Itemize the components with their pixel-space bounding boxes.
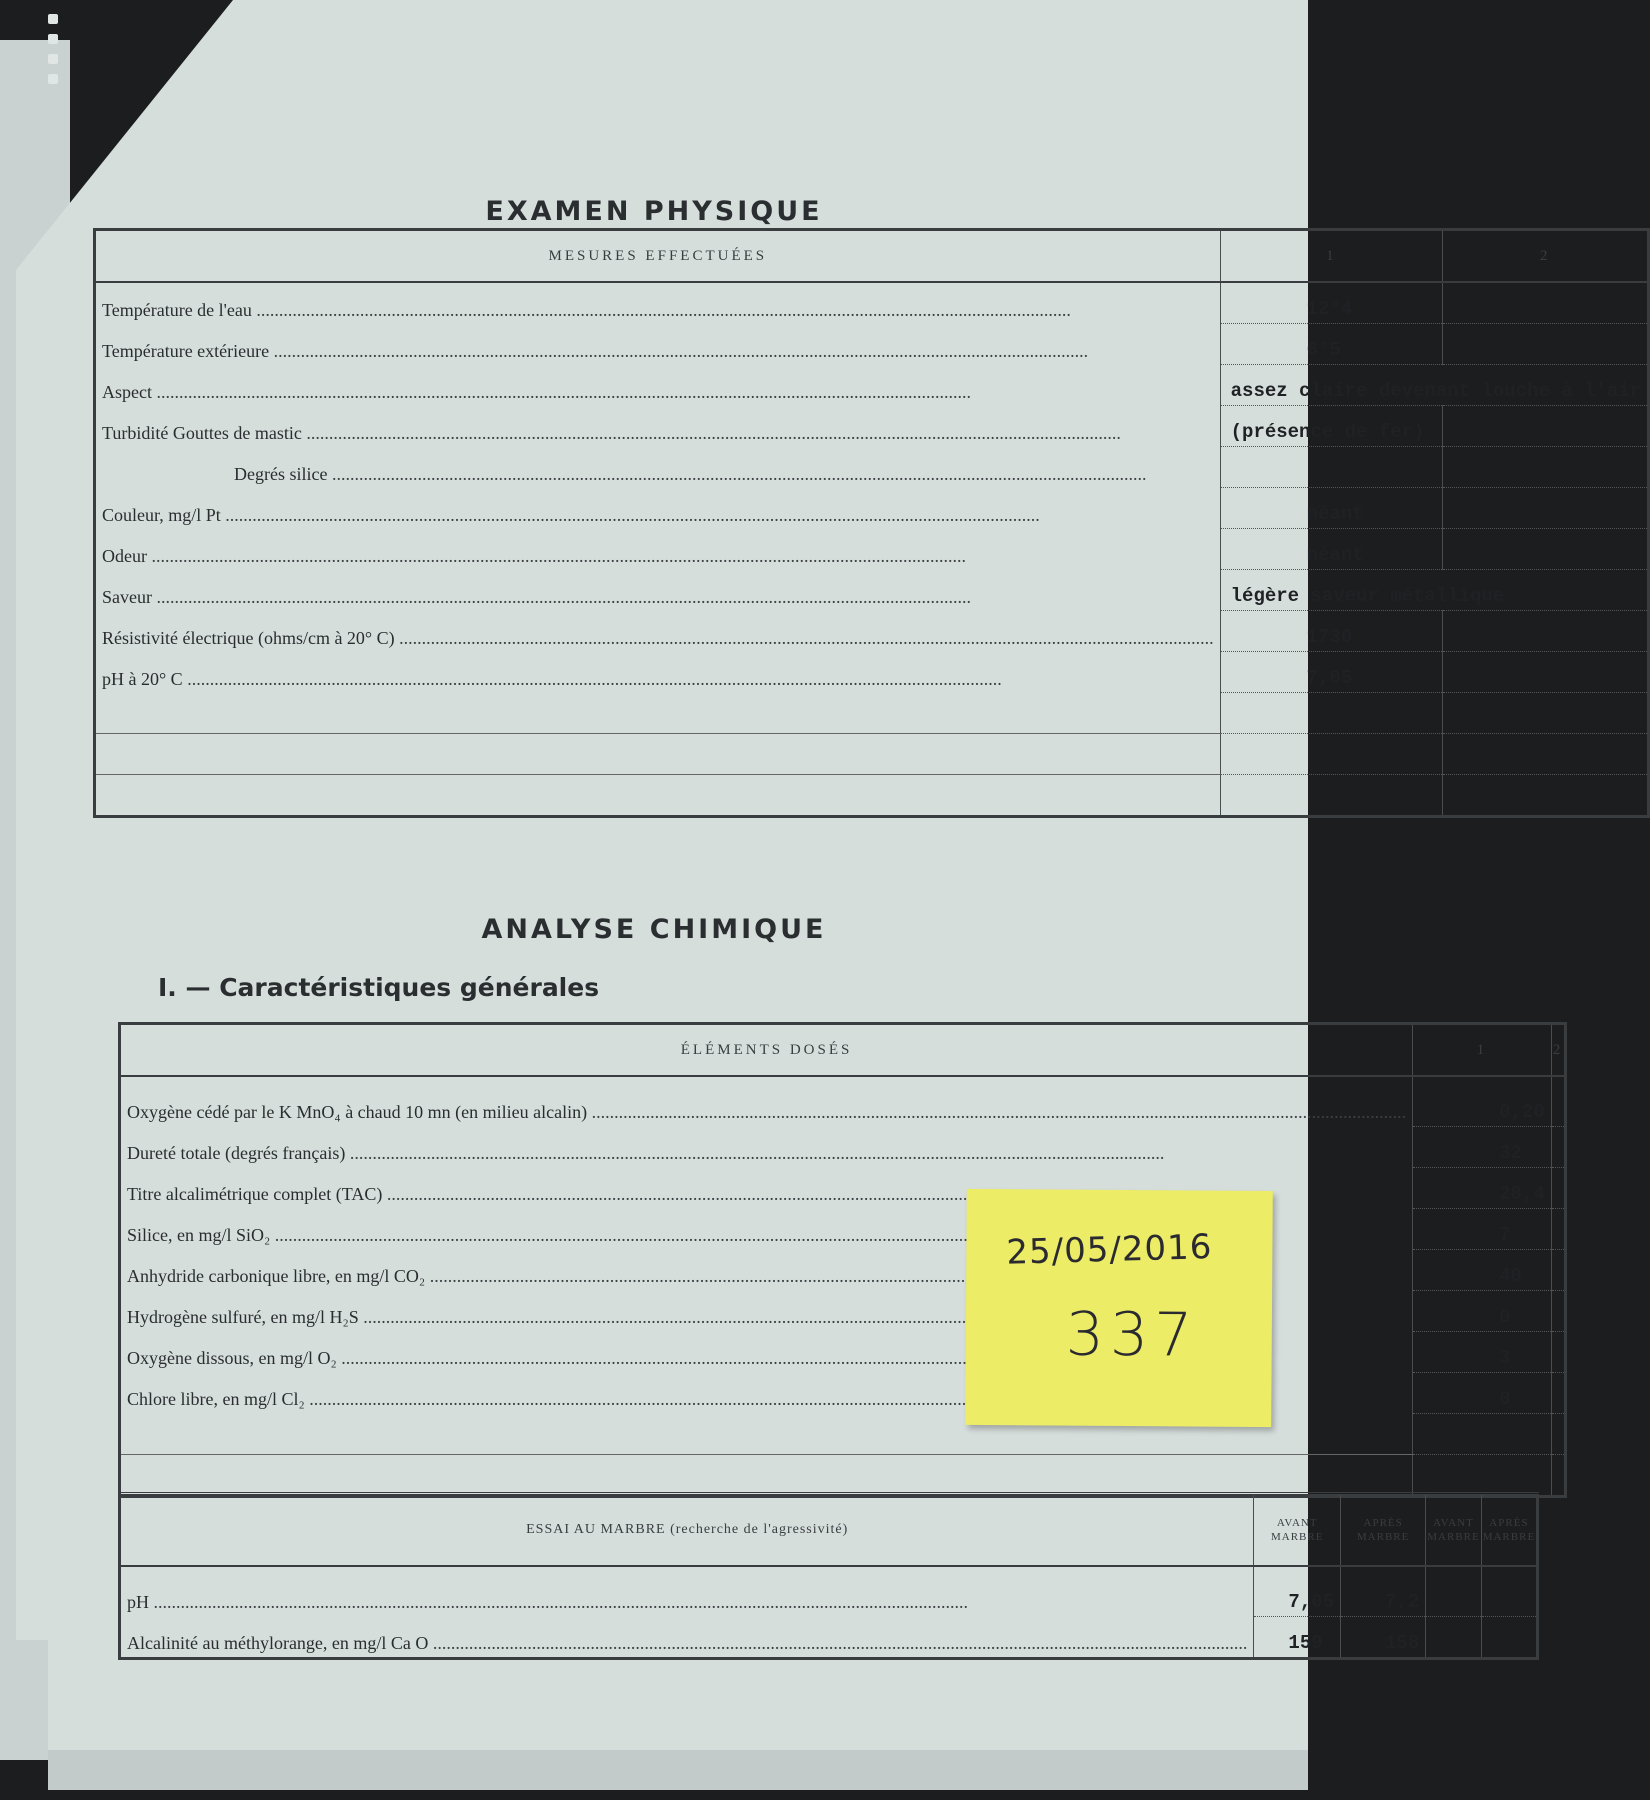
table-row: [120, 1566, 1538, 1616]
row-value-2: [1443, 652, 1649, 693]
table-row: [120, 1126, 1566, 1167]
row-value-1: 1730: [1220, 611, 1442, 652]
table-row-empty: [120, 1454, 1566, 1496]
header-apres-2: APRÈS MARBRE: [1481, 1494, 1537, 1567]
row-value-1: 7,05: [1220, 652, 1442, 693]
header-col2: 2: [1443, 230, 1649, 283]
sticky-note: [965, 1189, 1273, 1427]
header-avant-1: AVANT MARBRE: [1254, 1494, 1341, 1567]
table-row-empty: [120, 1413, 1566, 1454]
row-value-2: [1551, 1076, 1566, 1126]
row-value-2: [1551, 1372, 1566, 1413]
row-value-apres: 158: [1341, 1616, 1426, 1658]
row-value-1: 28,4: [1413, 1167, 1552, 1208]
table-row: [120, 1331, 1566, 1372]
table-row: [95, 529, 1649, 570]
row-value-1: néant: [1220, 488, 1442, 529]
sticky-note-date: 25/05/2016: [1005, 1227, 1213, 1273]
table-row: [95, 365, 1649, 406]
table-row: [120, 1249, 1566, 1290]
caracteristiques-table: [118, 1022, 1567, 1498]
row-value-1: 12°4: [1220, 282, 1442, 324]
header-apres-1: APRÈS MARBRE: [1341, 1494, 1426, 1567]
table-row: [95, 406, 1649, 447]
row-value-1: [1220, 447, 1442, 488]
row-value-1: 40: [1413, 1249, 1552, 1290]
table-row: [95, 324, 1649, 365]
row-label: Couleur, mg/l Pt .....: [102, 505, 1214, 526]
row-value-2: [1443, 282, 1649, 324]
row-label: Hydrogène sulfuré, en mg/l H₂S .....: [127, 1307, 1406, 1328]
row-label: Silice, en mg/l SiO₂ .....: [127, 1225, 1406, 1246]
table-row: [120, 1372, 1566, 1413]
table-row: [120, 1208, 1566, 1249]
header-col1: 1: [1220, 230, 1442, 283]
table-row: [95, 488, 1649, 529]
row-label: pH à 20° C .....: [102, 669, 1214, 690]
row-label: Anhydride carbonique libre, en mg/l CO₂ .....: [127, 1266, 1406, 1287]
row-value-1: légère saveur métallique: [1220, 570, 1648, 611]
table-row: [120, 1076, 1566, 1126]
row-value-2: [1551, 1331, 1566, 1372]
row-value-avant-2: [1426, 1566, 1481, 1616]
row-value-apres-2: [1481, 1616, 1537, 1658]
row-label: Odeur .....: [102, 546, 1214, 567]
row-value-1: 0,20: [1413, 1076, 1552, 1126]
row-value-1: 7: [1413, 1208, 1552, 1249]
row-value-avant: 7,05: [1254, 1566, 1341, 1616]
row-label: Saveur .....: [102, 587, 1214, 608]
sticky-note-number: 337: [1065, 1299, 1199, 1371]
row-value-apres-2: [1481, 1566, 1537, 1616]
row-value-1: 0: [1413, 1290, 1552, 1331]
row-label: Chlore libre, en mg/l Cl₂ .....: [127, 1389, 1406, 1410]
table-row: [95, 611, 1649, 652]
row-label: Aspect .....: [102, 382, 1214, 403]
row-label: Degrés silice .....: [102, 464, 1214, 485]
row-value-1: 32: [1413, 1126, 1552, 1167]
table-row-empty: [95, 734, 1649, 775]
table-row-empty: [95, 775, 1649, 817]
row-label: Titre alcalimétrique complet (TAC) .....: [127, 1184, 1406, 1205]
examen-physique-table: [93, 228, 1650, 818]
table-row: [120, 1290, 1566, 1331]
header-mesures: MESURES EFFECTUÉES: [95, 230, 1221, 283]
row-label: Turbidité Gouttes de mastic .....: [102, 423, 1214, 444]
row-value-2: [1551, 1167, 1566, 1208]
examen-physique-title: EXAMEN PHYSIQUE: [485, 196, 823, 227]
table-row: [120, 1167, 1566, 1208]
row-value-apres: 7,2: [1341, 1566, 1426, 1616]
header-elements: ÉLÉMENTS DOSÉS: [120, 1024, 1413, 1077]
row-value-1: assez claire devenant louche à l'air: [1220, 365, 1648, 406]
row-value-2: [1551, 1126, 1566, 1167]
table-row: [95, 447, 1649, 488]
row-value-2: [1443, 406, 1649, 447]
essai-marbre-table: [118, 1492, 1539, 1660]
header-essai: ESSAI AU MARBRE (recherche de l'agressivité): [120, 1494, 1254, 1567]
row-label: Alcalinité au méthylorange, en mg/l Ca O .....: [127, 1633, 1247, 1654]
row-label: Oxygène dissous, en mg/l O₂ .....: [127, 1348, 1406, 1369]
row-value-avant: 159: [1254, 1616, 1341, 1658]
row-value-2: [1443, 611, 1649, 652]
row-label: Résistivité électrique (ohms/cm à 20° C) .....: [102, 628, 1214, 649]
row-label: Température de l'eau .....: [102, 300, 1214, 321]
row-value-2: [1551, 1249, 1566, 1290]
row-value-2: [1443, 324, 1649, 365]
row-label: Oxygène cédé par le K MnO₄ à chaud 10 mn (en milieu alcalin) .....: [127, 1102, 1406, 1123]
table-row: [95, 652, 1649, 693]
row-label: Dureté totale (degrés français) .....: [127, 1143, 1406, 1164]
row-label: Température extérieure .....: [102, 341, 1214, 362]
row-value-2: [1443, 529, 1649, 570]
section-heading: I. — Caractéristiques générales: [158, 973, 600, 1002]
row-value-1: néant: [1220, 529, 1442, 570]
table-row: [95, 282, 1649, 324]
row-value-2: [1443, 447, 1649, 488]
row-value-1: 3: [1413, 1331, 1552, 1372]
row-value-2: [1551, 1208, 1566, 1249]
table-row: [95, 570, 1649, 611]
header-avant-2: AVANT MARBRE: [1426, 1494, 1481, 1567]
header-col1: 1: [1413, 1024, 1552, 1077]
analyse-chimique-title: ANALYSE CHIMIQUE: [481, 914, 827, 945]
table-row: [120, 1616, 1538, 1658]
row-value-2: [1443, 488, 1649, 529]
header-col2: 2: [1551, 1024, 1566, 1077]
row-value-avant-2: [1426, 1616, 1481, 1658]
row-value-1: 0: [1413, 1372, 1552, 1413]
row-value-2: [1551, 1290, 1566, 1331]
row-value-1: (présence de fer): [1220, 406, 1442, 447]
row-label: pH .....: [127, 1592, 1247, 1613]
table-row-empty: [95, 693, 1649, 734]
row-value-1: 6°5: [1220, 324, 1442, 365]
